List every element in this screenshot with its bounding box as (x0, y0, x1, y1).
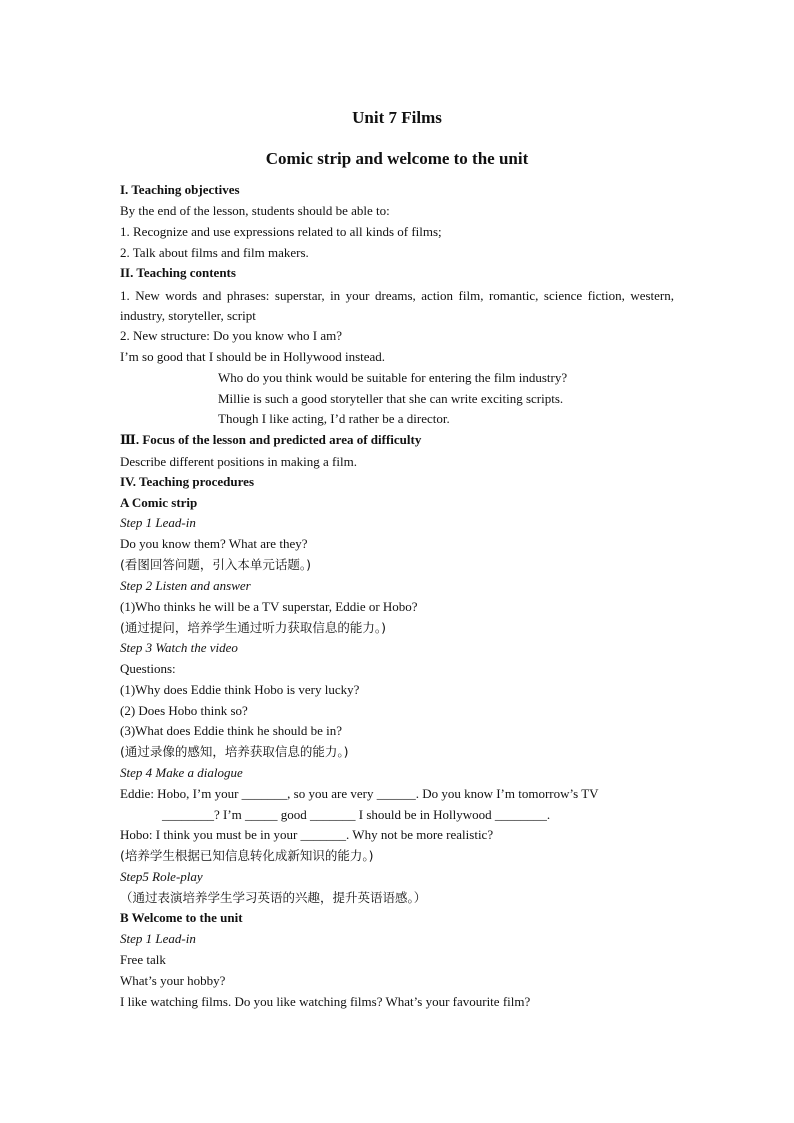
text-line: I’m so good that I should be in Hollywood instead. (120, 349, 386, 364)
step-heading: Step 1 Lead-in (120, 515, 196, 530)
unit-title: Unit 7 Films (352, 108, 442, 127)
step-heading: Step 1 Lead-in (120, 931, 196, 946)
dialogue-line-eddie: Eddie: Hobo, I’m your _______, so you are very ______. Do you know I’m tomorrow’s TV (120, 786, 599, 801)
step-heading: Step 3 Watch the video (120, 640, 238, 655)
text-line: 2. Talk about films and film makers. (120, 245, 309, 260)
text-line: Do you know them? What are they? (120, 536, 308, 551)
subsection-heading-comic-strip: A Comic strip (120, 495, 198, 510)
step-heading: Step 4 Make a dialogue (120, 765, 243, 780)
chinese-note: (通过提问，培养学生通过听力获取信息的能力。) (120, 620, 387, 635)
chinese-note: (通过录像的感知，培养获取信息的能力。) (120, 744, 349, 759)
text-line: 1. Recognize and use expressions related to all kinds of films; (120, 224, 442, 239)
text-line: 2. New structure: Do you know who I am? (120, 328, 343, 343)
text-line: By the end of the lesson, students should be able to: (120, 203, 390, 218)
text-line: Who do you think would be suitable for entering the film industry? (218, 370, 568, 385)
step-heading: Step 2 Listen and answer (120, 578, 251, 593)
text-line: (1)Why does Eddie think Hobo is very lucky? (120, 682, 360, 697)
chinese-note: (看图回答问题，引入本单元话题。) (120, 557, 312, 572)
text-line: Free talk (120, 952, 166, 967)
text-line: Describe different positions in making a film. (120, 454, 357, 469)
section-heading-procedures: IV. Teaching procedures (120, 474, 255, 489)
text-line: (3)What does Eddie think he should be in? (120, 723, 343, 738)
text-line: Millie is such a good storyteller that she can write exciting scripts. (218, 391, 564, 406)
lesson-subtitle: Comic strip and welcome to the unit (265, 149, 529, 168)
text-line: Though I like acting, I’d rather be a director. (218, 411, 450, 426)
text-line: What’s your hobby? (120, 973, 226, 988)
section-heading-contents: II. Teaching contents (120, 265, 236, 280)
dialogue-line-hobo: Hobo: I think you must be in your _______. Why not be more realistic? (120, 827, 494, 842)
text-line: (2) Does Hobo think so? (120, 703, 248, 718)
subsection-heading-welcome: B Welcome to the unit (120, 910, 243, 925)
text-line: I like watching films. Do you like watching films? What’s your favourite film? (120, 994, 531, 1009)
section-heading-focus: Ⅲ. Focus of the lesson and predicted area of difficulty (120, 432, 422, 447)
new-words-paragraph: 1. New words and phrases: superstar, in your dreams, action film, romantic, science fiction, western, industry, storyteller, script (120, 288, 674, 323)
text-line: (1)Who thinks he will be a TV superstar, Eddie or Hobo? (120, 599, 418, 614)
text-line: Questions: (120, 661, 176, 676)
chinese-note: (培养学生根据已知信息转化成新知识的能力。) (120, 848, 374, 863)
section-heading-objectives: I. Teaching objectives (120, 182, 240, 197)
dialogue-line-continued: ________? I’m _____ good _______ I should be in Hollywood ________. (162, 807, 551, 822)
chinese-note: （通过表演培养学生学习英语的兴趣，提升英语语感。） (120, 890, 427, 905)
step-heading: Step5 Role-play (120, 869, 203, 884)
